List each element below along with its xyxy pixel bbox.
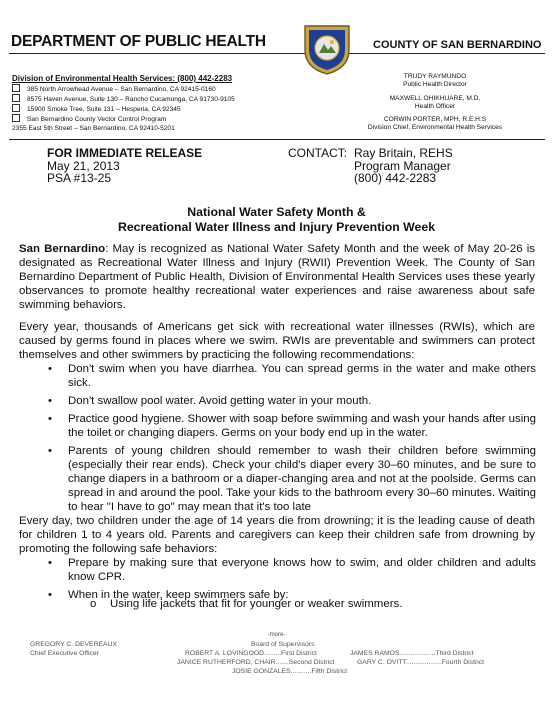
dateline: San Bernardino: [19, 243, 106, 255]
contact-name: Ray Britain, REHS: [354, 146, 453, 160]
checkbox-bullet-icon: [12, 104, 20, 112]
ceo-name: GREGORY C. DEVEREAUX: [30, 641, 117, 648]
address-list: [12, 84, 235, 133]
title-line-2: Recreational Water Illness and Injury Prevention Week: [117, 219, 436, 234]
official-name: MAXWELL OHIKHUARE, M.D.: [389, 94, 481, 102]
circle-bullet-icon: o: [90, 598, 97, 610]
list-item: • Parents of young children should remember to wash their children before swimming (especially their rear ends). Check your child's diaper every 30–60 minutes, and be sure to change diapers in a bathroom or a diaper-changing area and not at the poolside. Germs can spread in and around the pool. Take your kids to the bathroom every 30–60 minutes. Waiting to hear "I have to go" may mean that it's too late: [48, 444, 536, 514]
ceo-title: Chief Executive Officer: [30, 649, 100, 657]
address-item: 15900 Smoke Tree, Suite 131 – Hesperia, CA 92345: [12, 104, 235, 114]
list-item: • Prepare by making sure that everyone knows how to swim, and older children and adults know CPR.: [48, 556, 536, 584]
list-item: • Don't swim when you have diarrhea. You can spread germs in the water and make others sick.: [48, 362, 536, 390]
contact-role: Program Manager: [354, 158, 451, 173]
release-block: [47, 147, 202, 185]
official-name: CORWIN PORTER, MPH, R.E.H.S: [383, 116, 487, 124]
supervisor-entry: ROBERT A. LOVINGOOD.........First District: [185, 650, 317, 657]
contact-phone: (800) 442-2283: [354, 171, 437, 185]
supervisor-entry: GARY C. OVITT...................Fourth District: [357, 659, 485, 666]
division-header: Division of Environmental Health Services: (800) 442-2283: [12, 74, 233, 83]
recommendations-list: [48, 362, 536, 518]
checkbox-bullet-icon: [12, 94, 20, 102]
body-paragraph: Every year, thousands of Americans get sick with recreational water illnesses (RWIs), which are caused by germs found in places where we swim. RWIs are preventable and swimmers can protect themselves and other swimmers by practicing the following recommendations:: [19, 321, 535, 361]
checkbox-bullet-icon: [12, 114, 20, 122]
address-item: 8575 Haven Avenue, Suite 130 – Rancho Cucamonga, CA 91730-9105: [12, 94, 235, 104]
board-title: Board of Supervisors: [251, 641, 315, 648]
official-title: Public Health Director: [403, 81, 467, 89]
official-title: Health Officer: [414, 102, 456, 110]
checkbox-bullet-icon: [12, 84, 20, 92]
more-indicator: -more-: [267, 632, 286, 638]
ceo-block: [30, 641, 117, 658]
release-label: FOR IMMEDIATE RELEASE: [47, 146, 203, 160]
supervisor-entry: JAMES RAMOS...................Third District: [350, 650, 474, 657]
body-paragraph: San Bernardino: May is recognized as National Water Safety Month and the week of May 20-26 is designated as Recreational Water Illness and Injury (RWII) Prevention Week. The County of San Bernardino Department of Public Health, Division of Environmental Health Services uses these yearly observances to promote healthy recreational water experiences and raise awareness about safe swimming behaviors.: [19, 243, 535, 311]
header-rule-bottom: [9, 139, 545, 140]
press-release-title: [0, 205, 553, 234]
supervisor-entry: JANICE RUTHERFORD, CHAIR.......Second District: [177, 659, 335, 666]
official-name: TRUDY RAYMUNDO: [403, 73, 467, 80]
contact-block: [288, 147, 453, 185]
department-title: DEPARTMENT OF PUBLIC HEALTH: [11, 33, 266, 50]
list-item: • When in the water, keep swimmers safe by:: [48, 588, 536, 602]
release-date: May 21, 2013: [47, 158, 120, 173]
county-name: COUNTY OF SAN BERNARDINO: [373, 39, 542, 51]
supervisor-entry: JOSIE GONZALES...........Fifth District: [232, 668, 348, 675]
title-line-1: National Water Safety Month &: [187, 205, 366, 219]
list-item: • Practice good hygiene. Shower with soap before swimming and wash your hands after using the toilet or changing diapers. Germs on your body end up in the water.: [48, 412, 536, 440]
header-rule-top: [9, 53, 545, 54]
sub-list-item: o Using life jackets that fit for younger or weaker swimmers.: [90, 598, 403, 610]
address-item: 385 North Arrowhead Avenue – San Bernardino, CA 92415-0160: [12, 84, 235, 94]
psa-number: PSA #13-25: [47, 171, 112, 185]
contact-label: CONTACT:: [288, 146, 348, 160]
address-item: San Bernardino County Vector Control Program: [12, 114, 235, 124]
address-item: 2355 East 5th Street – San Bernardino, CA 92410-5201: [12, 125, 175, 132]
body-paragraph: Every day, two children under the age of 14 years die from drowning; it is the leading cause of death for children 1 to 4 years old. Parents and caregivers can keep their children safe from drowning by promoting the following safe behaviors:: [19, 515, 535, 555]
official-title: Division Chief, Environmental Health Services: [367, 124, 503, 132]
county-seal-logo: [301, 20, 353, 76]
officials-list: [360, 73, 510, 133]
list-item: • Don't swallow pool water. Avoid getting water in your mouth.: [48, 394, 536, 408]
